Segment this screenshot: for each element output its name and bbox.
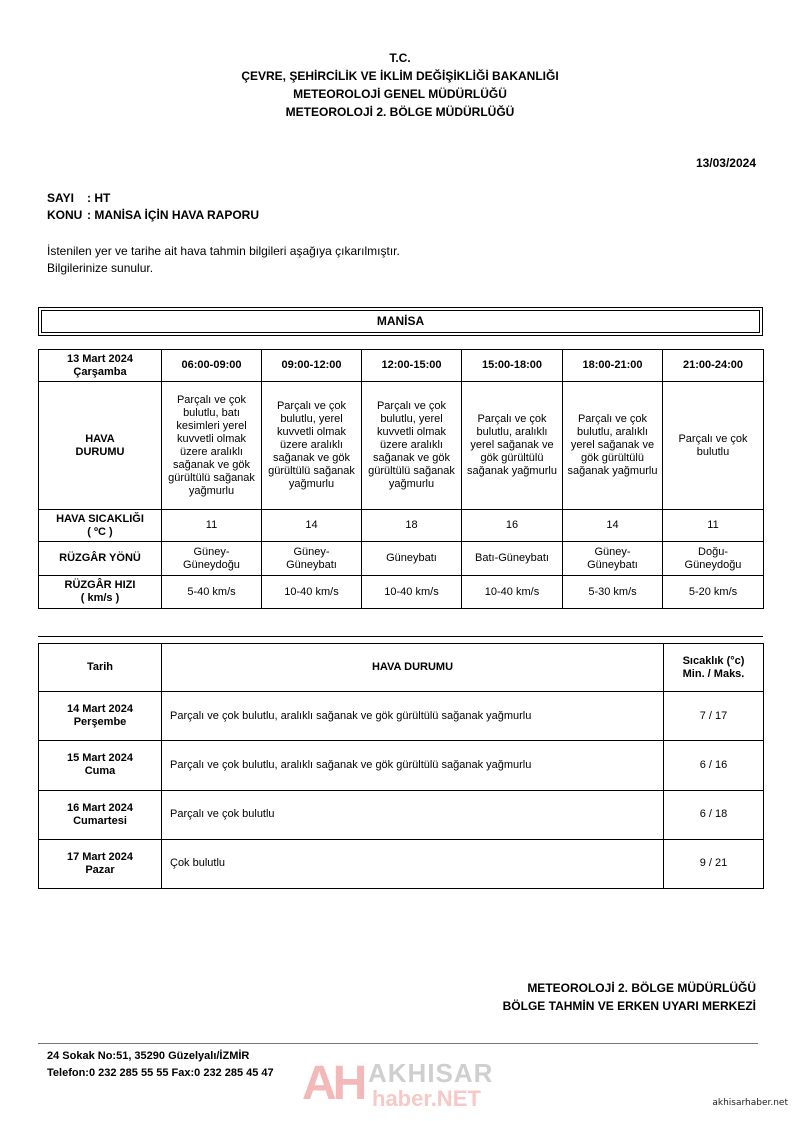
hourly-forecast-table: [38, 349, 764, 609]
wind-direction-label: RÜZGÂR YÖNÜ: [39, 542, 162, 576]
intro-line-1: İstenilen yer ve tarihe ait hava tahmin bilgileri aşağıya çıkarılmıştır.: [47, 244, 400, 258]
daily-weather-cell: Parçalı ve çok bulutlu, aralıklı sağanak ve gök gürültülü sağanak yağmurlu: [162, 692, 664, 741]
daily-forecast-table: [38, 643, 764, 889]
slot-header: 21:00-24:00: [663, 350, 764, 382]
table-row: [39, 790, 764, 839]
header-line-regional: METEOROLOJİ 2. BÖLGE MÜDÜRLÜĞÜ: [285, 105, 515, 119]
wind-direction-cell: Güneybatı: [362, 542, 462, 576]
wind-direction-cell: Güney-Güneybatı: [563, 542, 663, 576]
table-row: [39, 741, 764, 790]
temperature-cell: 14: [563, 510, 663, 542]
temperature-cell: 16: [462, 510, 563, 542]
document-header: [0, 49, 800, 121]
daily-temp-header-title: Sıcaklık (°c): [682, 654, 745, 667]
temperature-row-label: [39, 510, 162, 542]
daily-weekday: Cumartesi: [73, 814, 127, 827]
temperature-cell: 11: [663, 510, 764, 542]
temperature-cell: 14: [262, 510, 362, 542]
slot-header: 06:00-09:00: [162, 350, 262, 382]
section-divider: [38, 636, 763, 637]
daily-temp-cell: 7 / 17: [664, 692, 764, 741]
temperature-cell: 18: [362, 510, 462, 542]
signature-line-1: METEOROLOJİ 2. BÖLGE MÜDÜRLÜĞÜ: [527, 981, 756, 995]
daily-date: 17 Mart 2024: [66, 850, 134, 863]
slot-header: 18:00-21:00: [563, 350, 663, 382]
weather-cell: Parçalı ve çok bulutlu, aralıklı yerel sağanak ve gök gürültülü sağanak yağmurlu: [462, 382, 563, 510]
footer-address: 24 Sokak No:51, 35290 Güzelyalı/İZMİR: [47, 1050, 250, 1062]
intro-line-2: Bilgilerinize sunulur.: [47, 261, 154, 275]
weather-row: [39, 382, 764, 510]
slot-header: 15:00-18:00: [462, 350, 563, 382]
daily-date: 14 Mart 2024: [66, 703, 134, 716]
temperature-cell: 11: [162, 510, 262, 542]
daily-date-cell: [39, 839, 162, 888]
daily-weekday: Pazar: [85, 863, 115, 876]
city-banner-title: MANİSA: [41, 310, 760, 333]
hourly-weekday: Çarşamba: [73, 365, 127, 378]
daily-date-header: Tarih: [39, 644, 162, 692]
hourly-header-row: [39, 350, 764, 382]
daily-date: 15 Mart 2024: [66, 752, 134, 765]
sayi-line: [47, 190, 259, 207]
daily-weather-cell: Parçalı ve çok bulutlu, aralıklı sağanak ve gök gürültülü sağanak yağmurlu: [162, 741, 664, 790]
daily-weather-cell: Parçalı ve çok bulutlu: [162, 790, 664, 839]
daily-weekday: Cuma: [84, 765, 116, 778]
header-line-tc: T.C.: [389, 51, 411, 65]
signature-line-2: BÖLGE TAHMİN VE ERKEN UYARI MERKEZİ: [502, 999, 756, 1013]
wind-direction-cell: Güney-Güneydoğu: [162, 542, 262, 576]
wind-direction-row: [39, 542, 764, 576]
weather-cell: Parçalı ve çok bulutlu, batı kesimleri yerel kuvvetli olmak üzere aralıklı sağanak ve gök gürültülü sağanak yağmurlu: [162, 382, 262, 510]
weather-cell: Parçalı ve çok bulutlu, yerel kuvvetli olmak üzere aralıklı sağanak ve gök gürültülü sağanak yağmurlu: [262, 382, 362, 510]
slot-header: 12:00-15:00: [362, 350, 462, 382]
wind-speed-cell: 10-40 km/s: [462, 576, 563, 609]
weather-cell: Parçalı ve çok bulutlu, yerel kuvvetli olmak üzere aralıklı sağanak ve gök gürültülü sağanak yağmurlu: [362, 382, 462, 510]
daily-date: 16 Mart 2024: [66, 801, 134, 814]
weather-row-label: HAVA DURUMU: [39, 382, 162, 510]
daily-weather-cell: Çok bulutlu: [162, 839, 664, 888]
city-banner: [38, 307, 763, 336]
footer-divider: [38, 1043, 758, 1044]
wind-direction-cell: Güney-Güneybatı: [262, 542, 362, 576]
daily-date-cell: [39, 741, 162, 790]
daily-temp-cell: 6 / 18: [664, 790, 764, 839]
table-row: [39, 839, 764, 888]
wind-speed-cell: 10-40 km/s: [262, 576, 362, 609]
sayi-value: : HT: [87, 191, 111, 205]
wind-direction-cell: Batı-Güneybatı: [462, 542, 563, 576]
wind-speed-cell: 10-40 km/s: [362, 576, 462, 609]
konu-label: KONU: [47, 208, 83, 222]
daily-temp-cell: 9 / 21: [664, 839, 764, 888]
header-line-ministry: ÇEVRE, ŞEHİRCİLİK VE İKLİM DEĞİŞİKLİĞİ BAKANLIĞI: [241, 69, 559, 83]
header-line-directorate: METEOROLOJİ GENEL MÜDÜRLÜĞÜ: [293, 87, 507, 101]
wind-speed-row-label: [39, 576, 162, 609]
watermark-letters: AH: [302, 1057, 364, 1110]
temperature-unit: ( ºC ): [87, 525, 113, 538]
slot-header: 09:00-12:00: [262, 350, 362, 382]
temperature-row: [39, 510, 764, 542]
footer-address-block: [47, 1048, 274, 1082]
temperature-label: HAVA SICAKLIĞI: [56, 512, 144, 525]
table-row: [39, 692, 764, 741]
signature-block: [503, 979, 756, 1015]
wind-speed-unit: ( km/s ): [80, 592, 120, 604]
wind-direction-cell: Doğu-Güneydoğu: [663, 542, 764, 576]
daily-weather-header: HAVA DURUMU: [162, 644, 664, 692]
footer-phone: Telefon:0 232 285 55 55 Fax:0 232 285 45 47: [47, 1067, 274, 1079]
wind-speed-cell: 5-20 km/s: [663, 576, 764, 609]
weather-cell: Parçalı ve çok bulutlu: [663, 382, 764, 510]
watermark-logo: [302, 1057, 517, 1113]
wind-speed-label: RÜZGÂR HIZI: [64, 579, 136, 591]
daily-date-cell: [39, 790, 162, 839]
document-date: 13/03/2024: [695, 156, 756, 170]
daily-temp-header: [664, 644, 764, 692]
daily-weekday: Perşembe: [73, 716, 127, 729]
hourly-date-cell: [39, 350, 162, 382]
wind-speed-cell: 5-30 km/s: [563, 576, 663, 609]
intro-text: [47, 243, 400, 277]
hourly-date: 13 Mart 2024: [66, 352, 134, 365]
daily-temp-header-sub: Min. / Maks.: [682, 667, 745, 680]
watermark-word-2: haber.NET: [372, 1086, 481, 1111]
wind-speed-row: [39, 576, 764, 609]
site-credit: akhisarhaber.net: [712, 1098, 788, 1108]
daily-header-row: [39, 644, 764, 692]
konu-line: [47, 207, 259, 224]
daily-date-cell: [39, 692, 162, 741]
sayi-label: SAYI: [47, 191, 74, 205]
konu-value: : MANİSA İÇİN HAVA RAPORU: [87, 208, 259, 222]
daily-temp-cell: 6 / 16: [664, 741, 764, 790]
weather-cell: Parçalı ve çok bulutlu, aralıklı yerel sağanak ve gök gürültülü sağanak yağmurlu: [563, 382, 663, 510]
watermark-word-1: AKHISAR: [368, 1058, 494, 1088]
reference-block: [47, 190, 259, 224]
wind-speed-cell: 5-40 km/s: [162, 576, 262, 609]
